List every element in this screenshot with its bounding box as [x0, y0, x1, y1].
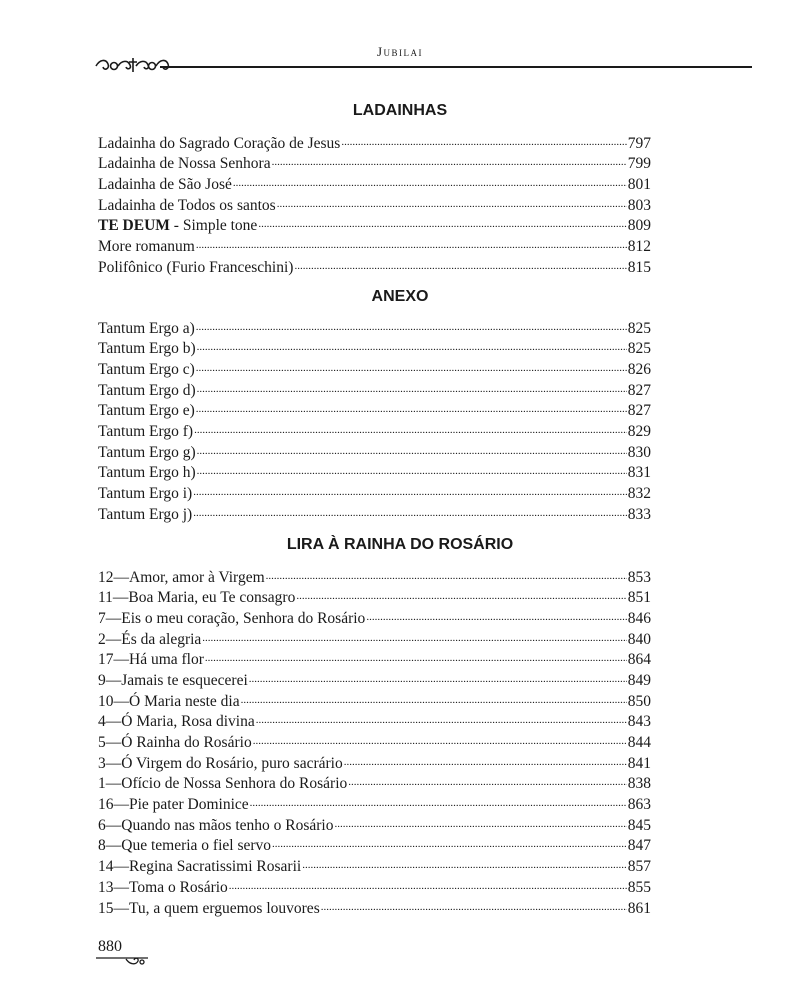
- dot-leader: [250, 794, 627, 810]
- dot-leader: [253, 732, 627, 748]
- dot-leader: [196, 235, 627, 251]
- toc-entry-title: Ladainha de Todos os santos: [98, 196, 276, 214]
- toc-entry-title: Ladainha do Sagrado Coração de Jesus: [98, 134, 341, 152]
- section-title-anexo: ANEXO: [371, 288, 429, 305]
- toc-entry[interactable]: [98, 256, 651, 277]
- dot-leader: [294, 256, 626, 272]
- toc-entry-title: Ladainha de Nossa Senhora: [98, 155, 271, 173]
- toc-entry-title: Tantum Ergo g): [98, 443, 196, 461]
- toc-entry-title: Tantum Ergo f): [98, 422, 194, 440]
- toc-entry-page: 799: [627, 155, 651, 173]
- toc-entry[interactable]: [98, 400, 651, 421]
- toc-entry[interactable]: [98, 194, 651, 215]
- dot-leader: [202, 628, 626, 644]
- toc-entry-page: 827: [627, 402, 651, 420]
- dot-leader: [196, 358, 627, 374]
- toc-entry-page: 809: [627, 217, 651, 235]
- dot-leader: [341, 132, 626, 148]
- dot-leader: [196, 317, 627, 333]
- toc-entry[interactable]: [98, 773, 651, 794]
- toc-entry-page: 827: [627, 381, 651, 399]
- toc-entry[interactable]: [98, 669, 651, 690]
- toc-entry-page: 850: [627, 692, 651, 710]
- toc-entry[interactable]: [98, 711, 651, 732]
- toc-entry[interactable]: [98, 587, 651, 608]
- toc-entry-title: More romanum: [98, 237, 195, 255]
- dot-leader: [249, 669, 627, 685]
- toc-entry-page: 833: [627, 505, 651, 523]
- toc-entry-title: 6—Quando nas mãos tenho o Rosário: [98, 816, 334, 834]
- dot-leader: [193, 503, 627, 519]
- dot-leader: [321, 897, 627, 913]
- toc-entry[interactable]: [98, 856, 651, 877]
- dot-leader: [266, 566, 627, 582]
- toc-entry-title: 11—Boa Maria, eu Te consagro: [98, 589, 296, 607]
- dot-leader: [194, 420, 627, 436]
- toc-entry[interactable]: [98, 897, 651, 918]
- toc-entry-title: Tantum Ergo b): [98, 340, 196, 358]
- section-title-lira: LIRA À RAINHA DO ROSÁRIO: [286, 536, 514, 553]
- toc-entry-page: 841: [627, 754, 651, 772]
- toc-entry-page: 825: [627, 319, 651, 337]
- toc-entry-page: 846: [627, 609, 651, 627]
- section-title-ladainhas: LADAINHAS: [352, 102, 448, 119]
- running-title: Jubilai: [376, 44, 424, 59]
- toc-entry[interactable]: [98, 358, 651, 379]
- toc-entry-page: 840: [627, 630, 651, 648]
- header-rule: [160, 66, 752, 68]
- toc-entry-page: 832: [627, 485, 651, 502]
- toc-list-anexo: [98, 317, 651, 524]
- dot-leader: [302, 856, 627, 872]
- toc-entry[interactable]: [98, 607, 651, 628]
- toc-entry-title: 1—Ofício de Nossa Senhora do Rosário: [98, 775, 348, 793]
- toc-entry[interactable]: [98, 835, 651, 856]
- toc-entry[interactable]: [98, 153, 651, 174]
- dot-leader: [229, 876, 627, 892]
- dot-leader: [197, 338, 627, 354]
- toc-list-lira: [98, 566, 651, 918]
- dot-leader: [197, 441, 627, 457]
- dot-leader: [193, 483, 627, 499]
- toc-entry[interactable]: [98, 379, 651, 400]
- page-number: 880: [98, 938, 122, 955]
- dot-leader: [348, 773, 627, 789]
- toc-entry-page: 847: [627, 837, 651, 855]
- toc-entry-page: 857: [627, 858, 651, 876]
- toc-entry-title: 17—Há uma flor: [98, 651, 204, 669]
- toc-entry-page: 853: [627, 568, 651, 586]
- dot-leader: [196, 400, 627, 416]
- toc-entry-title: 15—Tu, a quem erguemos louvores: [98, 899, 320, 917]
- toc-entry-title: Tantum Ergo j): [98, 505, 193, 523]
- toc-entry[interactable]: [98, 173, 651, 194]
- toc-entry[interactable]: [98, 566, 651, 587]
- dot-leader: [197, 462, 627, 478]
- toc-entry-title: 4—Ó Maria, Rosa divina: [98, 713, 255, 731]
- toc-entry-title: 2—És da alegria: [98, 630, 202, 648]
- dot-leader: [233, 173, 627, 189]
- toc-entry-page: 829: [627, 422, 651, 440]
- toc-entry-title: Tantum Ergo a): [98, 319, 195, 337]
- toc-entry[interactable]: [98, 814, 651, 835]
- toc-entry-page: 855: [627, 878, 651, 896]
- toc-entry-page: 801: [627, 175, 651, 193]
- toc-entry-title: Tantum Ergo h): [98, 464, 196, 482]
- toc-entry-page: 815: [627, 258, 651, 276]
- toc-entry[interactable]: [98, 215, 651, 236]
- toc-entry-page: 797: [627, 134, 651, 152]
- toc-entry-title: 8—Que temeria o fiel servo: [98, 837, 272, 855]
- toc-entry-page: 812: [627, 237, 651, 255]
- toc-entry[interactable]: [98, 794, 651, 815]
- toc-entry-page: 803: [627, 196, 651, 214]
- toc-entry[interactable]: [98, 235, 651, 256]
- toc-entry-title: 7—Eis o meu coração, Senhora do Rosário: [98, 609, 366, 627]
- toc-entry[interactable]: [98, 732, 651, 753]
- toc-entry[interactable]: [98, 132, 651, 153]
- toc-entry-title: 16—Pie pater Dominice: [98, 796, 249, 814]
- dot-leader: [277, 194, 627, 210]
- toc-entry-page: 831: [627, 464, 651, 482]
- toc-entry-page: 864: [627, 651, 651, 669]
- dot-leader: [296, 587, 626, 603]
- toc-entry-title: Ladainha de São José: [98, 175, 232, 193]
- toc-entry[interactable]: [98, 752, 651, 773]
- toc-entry-title: [98, 217, 257, 235]
- toc-entry-title: 14—Regina Sacratissimi Rosarii: [98, 858, 302, 876]
- toc-entry-title: Tantum Ergo d): [98, 381, 196, 399]
- toc-entry-page: 851: [627, 589, 651, 607]
- toc-entry-title: 13—Toma o Rosário: [98, 878, 228, 896]
- toc-entry[interactable]: [98, 462, 651, 483]
- dot-leader: [256, 711, 627, 727]
- toc-entry-title: Tantum Ergo c): [98, 360, 195, 378]
- toc-entry-page: 825: [627, 340, 651, 358]
- toc-entry[interactable]: [98, 690, 651, 711]
- toc-entry[interactable]: [98, 317, 651, 338]
- dot-leader: [344, 752, 627, 768]
- toc-entry-title: 3—Ó Virgem do Rosário, puro sacrário: [98, 754, 343, 772]
- toc-entry-title: Tantum Ergo i): [98, 485, 193, 502]
- dot-leader: [366, 607, 626, 623]
- toc-entry[interactable]: [98, 876, 651, 897]
- toc-entry[interactable]: [98, 420, 651, 441]
- toc-entry-page: 845: [627, 816, 651, 834]
- footer-flourish-icon: [96, 955, 148, 967]
- toc-entry-title: 10—Ó Maria neste dia: [98, 692, 240, 710]
- toc-entry-title: 5—Ó Rainha do Rosário: [98, 734, 252, 751]
- dot-leader: [258, 215, 626, 231]
- toc-entry-title: 12—Amor, amor à Virgem: [98, 568, 265, 586]
- toc-entry[interactable]: [98, 483, 651, 504]
- dot-leader: [272, 153, 627, 169]
- toc-list-ladainhas: [98, 132, 651, 277]
- flourish-ornament-icon: [94, 54, 172, 76]
- toc-entry-page: 861: [627, 899, 651, 917]
- dot-leader: [205, 649, 627, 665]
- toc-entry-page: 863: [627, 796, 651, 814]
- toc-entry-title: 9—Jamais te esquecerei: [98, 671, 248, 689]
- toc-entry-title: Polifônico (Furio Franceschini): [98, 258, 294, 276]
- toc-entry-page: 844: [627, 734, 651, 751]
- toc-entry[interactable]: [98, 441, 651, 462]
- dot-leader: [334, 814, 626, 830]
- toc-entry-title-rest: - Simple tone: [169, 217, 258, 235]
- dot-leader: [197, 379, 627, 395]
- toc-entry-bold-prefix: TE DEUM: [98, 217, 170, 235]
- toc-entry-page: 830: [627, 443, 651, 461]
- toc-entry[interactable]: [98, 628, 651, 649]
- toc-entry-page: 849: [627, 671, 651, 689]
- dot-leader: [272, 835, 627, 851]
- toc-entry-page: 826: [627, 360, 651, 378]
- toc-entry-page: 838: [627, 775, 651, 793]
- toc-entry[interactable]: [98, 338, 651, 359]
- toc-entry-title: Tantum Ergo e): [98, 402, 195, 420]
- dot-leader: [241, 690, 627, 706]
- toc-entry[interactable]: [98, 649, 651, 670]
- toc-entry-page: 843: [627, 713, 651, 731]
- toc-entry[interactable]: [98, 503, 651, 524]
